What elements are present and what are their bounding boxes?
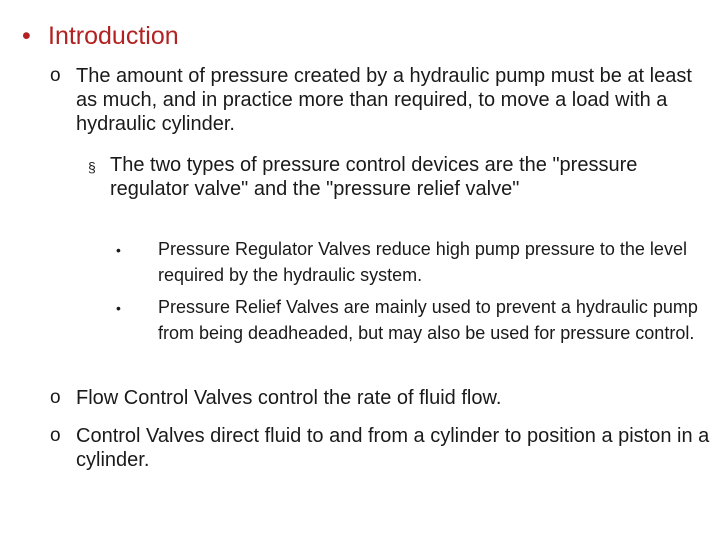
hollow-circle-bullet: o [50,387,61,408]
bullet-text: Pressure Relief Valves are mainly used to prevent a hydraulic pump from being deadheaded, but may also be used for pressure control. [158,297,698,343]
hollow-circle-bullet: o [50,65,61,86]
hollow-circle-bullet: o [50,425,61,446]
heading-title: Introduction [48,22,179,50]
dot-bullet: • [116,242,121,258]
bullet-text: The two types of pressure control devices are the "pressure regulator valve" and the "pressure relief valve" [110,154,638,200]
dot-bullet: • [116,300,121,316]
square-bullet: § [88,159,96,175]
bullet-text: Control Valves direct fluid to and from a cylinder to position a piston in a cylinder. [76,425,710,471]
bullet-text: The amount of pressure created by a hydraulic pump must be at least as much, and in practice more than required, to move a load with a hydraulic cylinder. [76,65,692,135]
bullet-text: Flow Control Valves control the rate of fluid flow. [76,387,502,409]
bullet-text: Pressure Regulator Valves reduce high pump pressure to the level required by the hydraulic system. [158,239,687,285]
heading-bullet: • [22,22,31,50]
